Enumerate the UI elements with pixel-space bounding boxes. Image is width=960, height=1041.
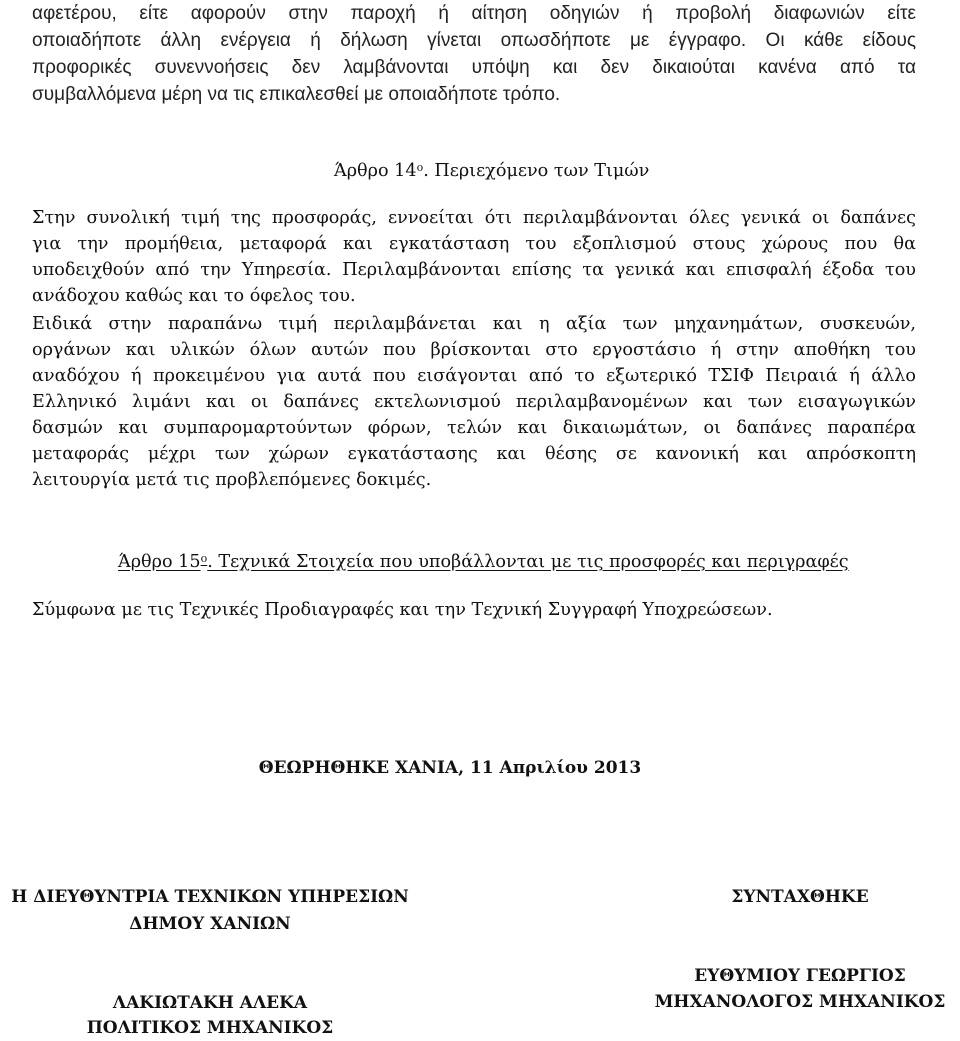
paragraph-line: για την προμήθεια, μεταφορά και εγκατάσταση του εξοπλισμού στους χώρους που θα [32, 234, 916, 254]
article-15-title: . Τεχνικά Στοιχεία που υποβάλλονται με τις προσφορές και περιγραφές [207, 552, 849, 572]
paragraph-line: αναδόχου ή προκειμένου για αυτά που εισάγονται από το εξωτερικό ΤΣΙΦ Πειραιά ή άλλο [32, 366, 916, 386]
article-15-sup: ο [200, 552, 208, 565]
paragraph-line: υποδειχθούν από την Υπηρεσία. Περιλαμβάνονται επίσης τα γενικά και επισφαλή έξοδα του [32, 260, 916, 280]
paragraph-line: Σύμφωνα με τις Τεχνικές Προδιαγραφές και την Τεχνική Συγγραφή Υποχρεώσεων. [32, 600, 773, 620]
article-14-paragraph-1 [32, 205, 916, 309]
article-14-prefix: Άρθρο 14 [334, 161, 417, 181]
paragraph-line: Στην συνολική τιμή της προσφοράς, εννοείται ότι περιλαμβάνονται όλες γενικά οι δαπάνες [32, 208, 916, 228]
right-signatory-name: ΕΥΘΥΜΙΟΥ ΓΕΩΡΓΙΟΣ [694, 966, 906, 986]
intro-line: προφορικές συνεννοήσεις δεν λαμβάνονται υπόψη και δεν δικαιούται κανένα από τα [32, 57, 916, 78]
paragraph-line: μεταφοράς μέχρι των χώρων εγκατάστασης και θέσης σε κανονική και απρόσκοπτη [32, 444, 916, 464]
approval-line: ΘΕΩΡΗΘΗΚΕ ΧΑΝΙΑ, 11 Απριλίου 2013 [258, 758, 642, 778]
article-14-sup: ο [416, 161, 424, 174]
paragraph-line: οργάνων και υλικών όλων αυτών που βρίσκονται στο εργοστάσιο ή στην αποθήκη του [32, 340, 916, 360]
article-15-body [32, 597, 916, 623]
intro-line: συμβαλλόμενα μέρη να τις επικαλεσθεί με οποιαδήποτε τρόπο. [32, 84, 561, 105]
left-signatory-title-2: ΔΗΜΟΥ ΧΑΝΙΩΝ [129, 914, 291, 934]
paragraph-line: ανάδοχου καθώς και το όφελος του. [32, 286, 356, 306]
right-signatory-role: ΜΗΧΑΝΟΛΟΓΟΣ ΜΗΧΑΝΙΚΟΣ [654, 992, 946, 1012]
paragraph-line: Ελληνικό λιμάνι και οι δαπάνες εκτελωνισμού περιλαμβανομένων και των εισαγωγικών [32, 392, 916, 412]
left-signatory-title-1: Η ΔΙΕΥΘΥΝΤΡΙΑ ΤΕΧΝΙΚΩΝ ΥΠΗΡΕΣΙΩΝ [11, 887, 409, 907]
left-signatory-name: ΛΑΚΙΩΤΑΚΗ ΑΛΕΚΑ [112, 993, 308, 1013]
right-signatory-title: ΣΥΝΤΑΧΘΗΚΕ [731, 887, 869, 907]
article-14-title: . Περιεχόμενο των Τιμών [423, 161, 650, 181]
article-15-heading [118, 546, 849, 575]
intro-line: οποιαδήποτε άλλη ενέργεια ή δήλωση γίνεται οπωσδήποτε με έγγραφο. Οι κάθε είδους [32, 30, 916, 51]
paragraph-line: λειτουργία μετά τις προβλεπόμενες δοκιμές. [32, 470, 432, 490]
left-signatory-role: ΠΟΛΙΤΙΚΟΣ ΜΗΧΑΝΙΚΟΣ [86, 1018, 334, 1038]
article-15-prefix: Άρθρο 15 [118, 552, 201, 572]
intro-paragraph [32, 0, 916, 108]
article-14-heading [334, 155, 649, 184]
paragraph-line: Ειδικά στην παραπάνω τιμή περιλαμβάνεται και η αξία των μηχανημάτων, συσκευών, [32, 314, 916, 334]
paragraph-line: δασμών και συμπαρομαρτούντων φόρων, τελών και δικαιωμάτων, οι δαπάνες παραπέρα [32, 418, 916, 438]
article-14-paragraph-2 [32, 311, 916, 493]
intro-line: αφετέρου, είτε αφορούν στην παροχή ή αίτηση οδηγιών ή προβολή διαφωνιών είτε [32, 3, 916, 24]
